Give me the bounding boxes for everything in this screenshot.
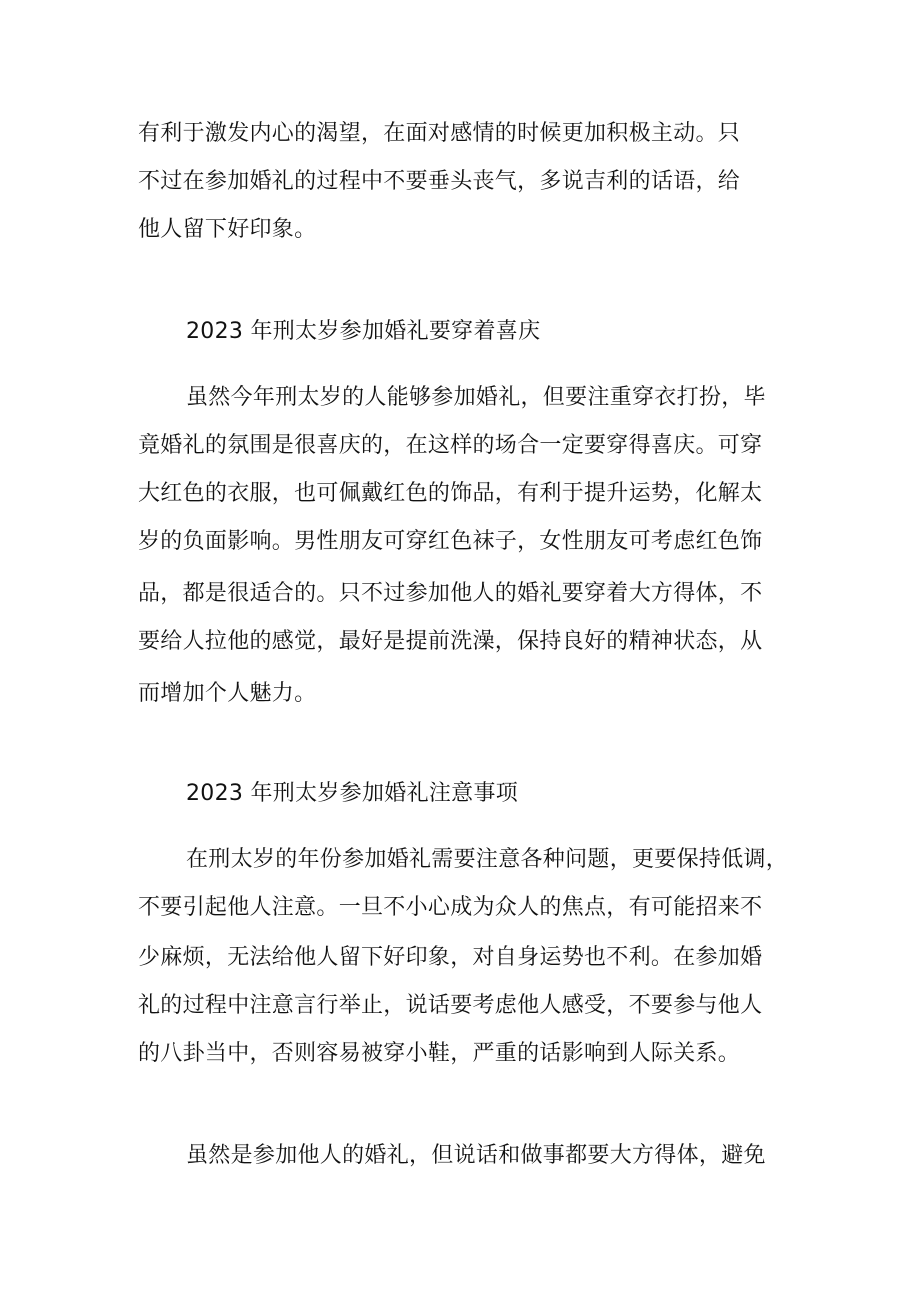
- paragraph-line: 不要引起他人注意。一旦不小心成为众人的焦点，有可能招来不: [138, 895, 763, 920]
- paragraph-line: 在刑太岁的年份参加婚礼需要注意各种问题，更要保持低调，: [186, 847, 789, 872]
- paragraph-line: 大红色的衣服，也可佩戴红色的饰品，有利于提升运势，化解太: [138, 481, 763, 506]
- section-heading: 2023 年刑太岁参加婚礼要穿着喜庆: [186, 319, 541, 344]
- paragraph-line: 要给人拉他的感觉，最好是提前洗澡，保持良好的精神状态，从: [138, 629, 763, 654]
- paragraph-line: 品，都是很适合的。只不过参加他人的婚礼要穿着大方得体，不: [138, 581, 763, 606]
- paragraph-line: 而增加个人魅力。: [138, 681, 317, 706]
- paragraph-line: 岁的负面影响。男性朋友可穿红色袜子，女性朋友可考虑红色饰: [138, 529, 763, 554]
- paragraph-line: 少麻烦，无法给他人留下好印象，对自身运势也不利。在参加婚: [138, 945, 763, 970]
- paragraph-line: 有利于激发内心的渴望，在面对感情的时候更加积极主动。只: [138, 121, 741, 146]
- paragraph-line: 竟婚礼的氛围是很喜庆的，在这样的场合一定要穿得喜庆。可穿: [138, 433, 763, 458]
- section-heading: 2023 年刑太岁参加婚礼注意事项: [186, 781, 519, 806]
- paragraph-line: 虽然是参加他人的婚礼，但说话和做事都要大方得体，避免: [186, 1143, 766, 1168]
- paragraph-line: 的八卦当中，否则容易被穿小鞋，严重的话影响到人际关系。: [138, 1041, 741, 1066]
- paragraph-line: 他人留下好印象。: [138, 217, 317, 242]
- paragraph-line: 不过在参加婚礼的过程中不要垂头丧气，多说吉利的话语，给: [138, 169, 741, 194]
- paragraph-line: 礼的过程中注意言行举止，说话要考虑他人感受，不要参与他人: [138, 993, 763, 1018]
- paragraph-line: 虽然今年刑太岁的人能够参加婚礼，但要注重穿衣打扮，毕: [186, 385, 766, 410]
